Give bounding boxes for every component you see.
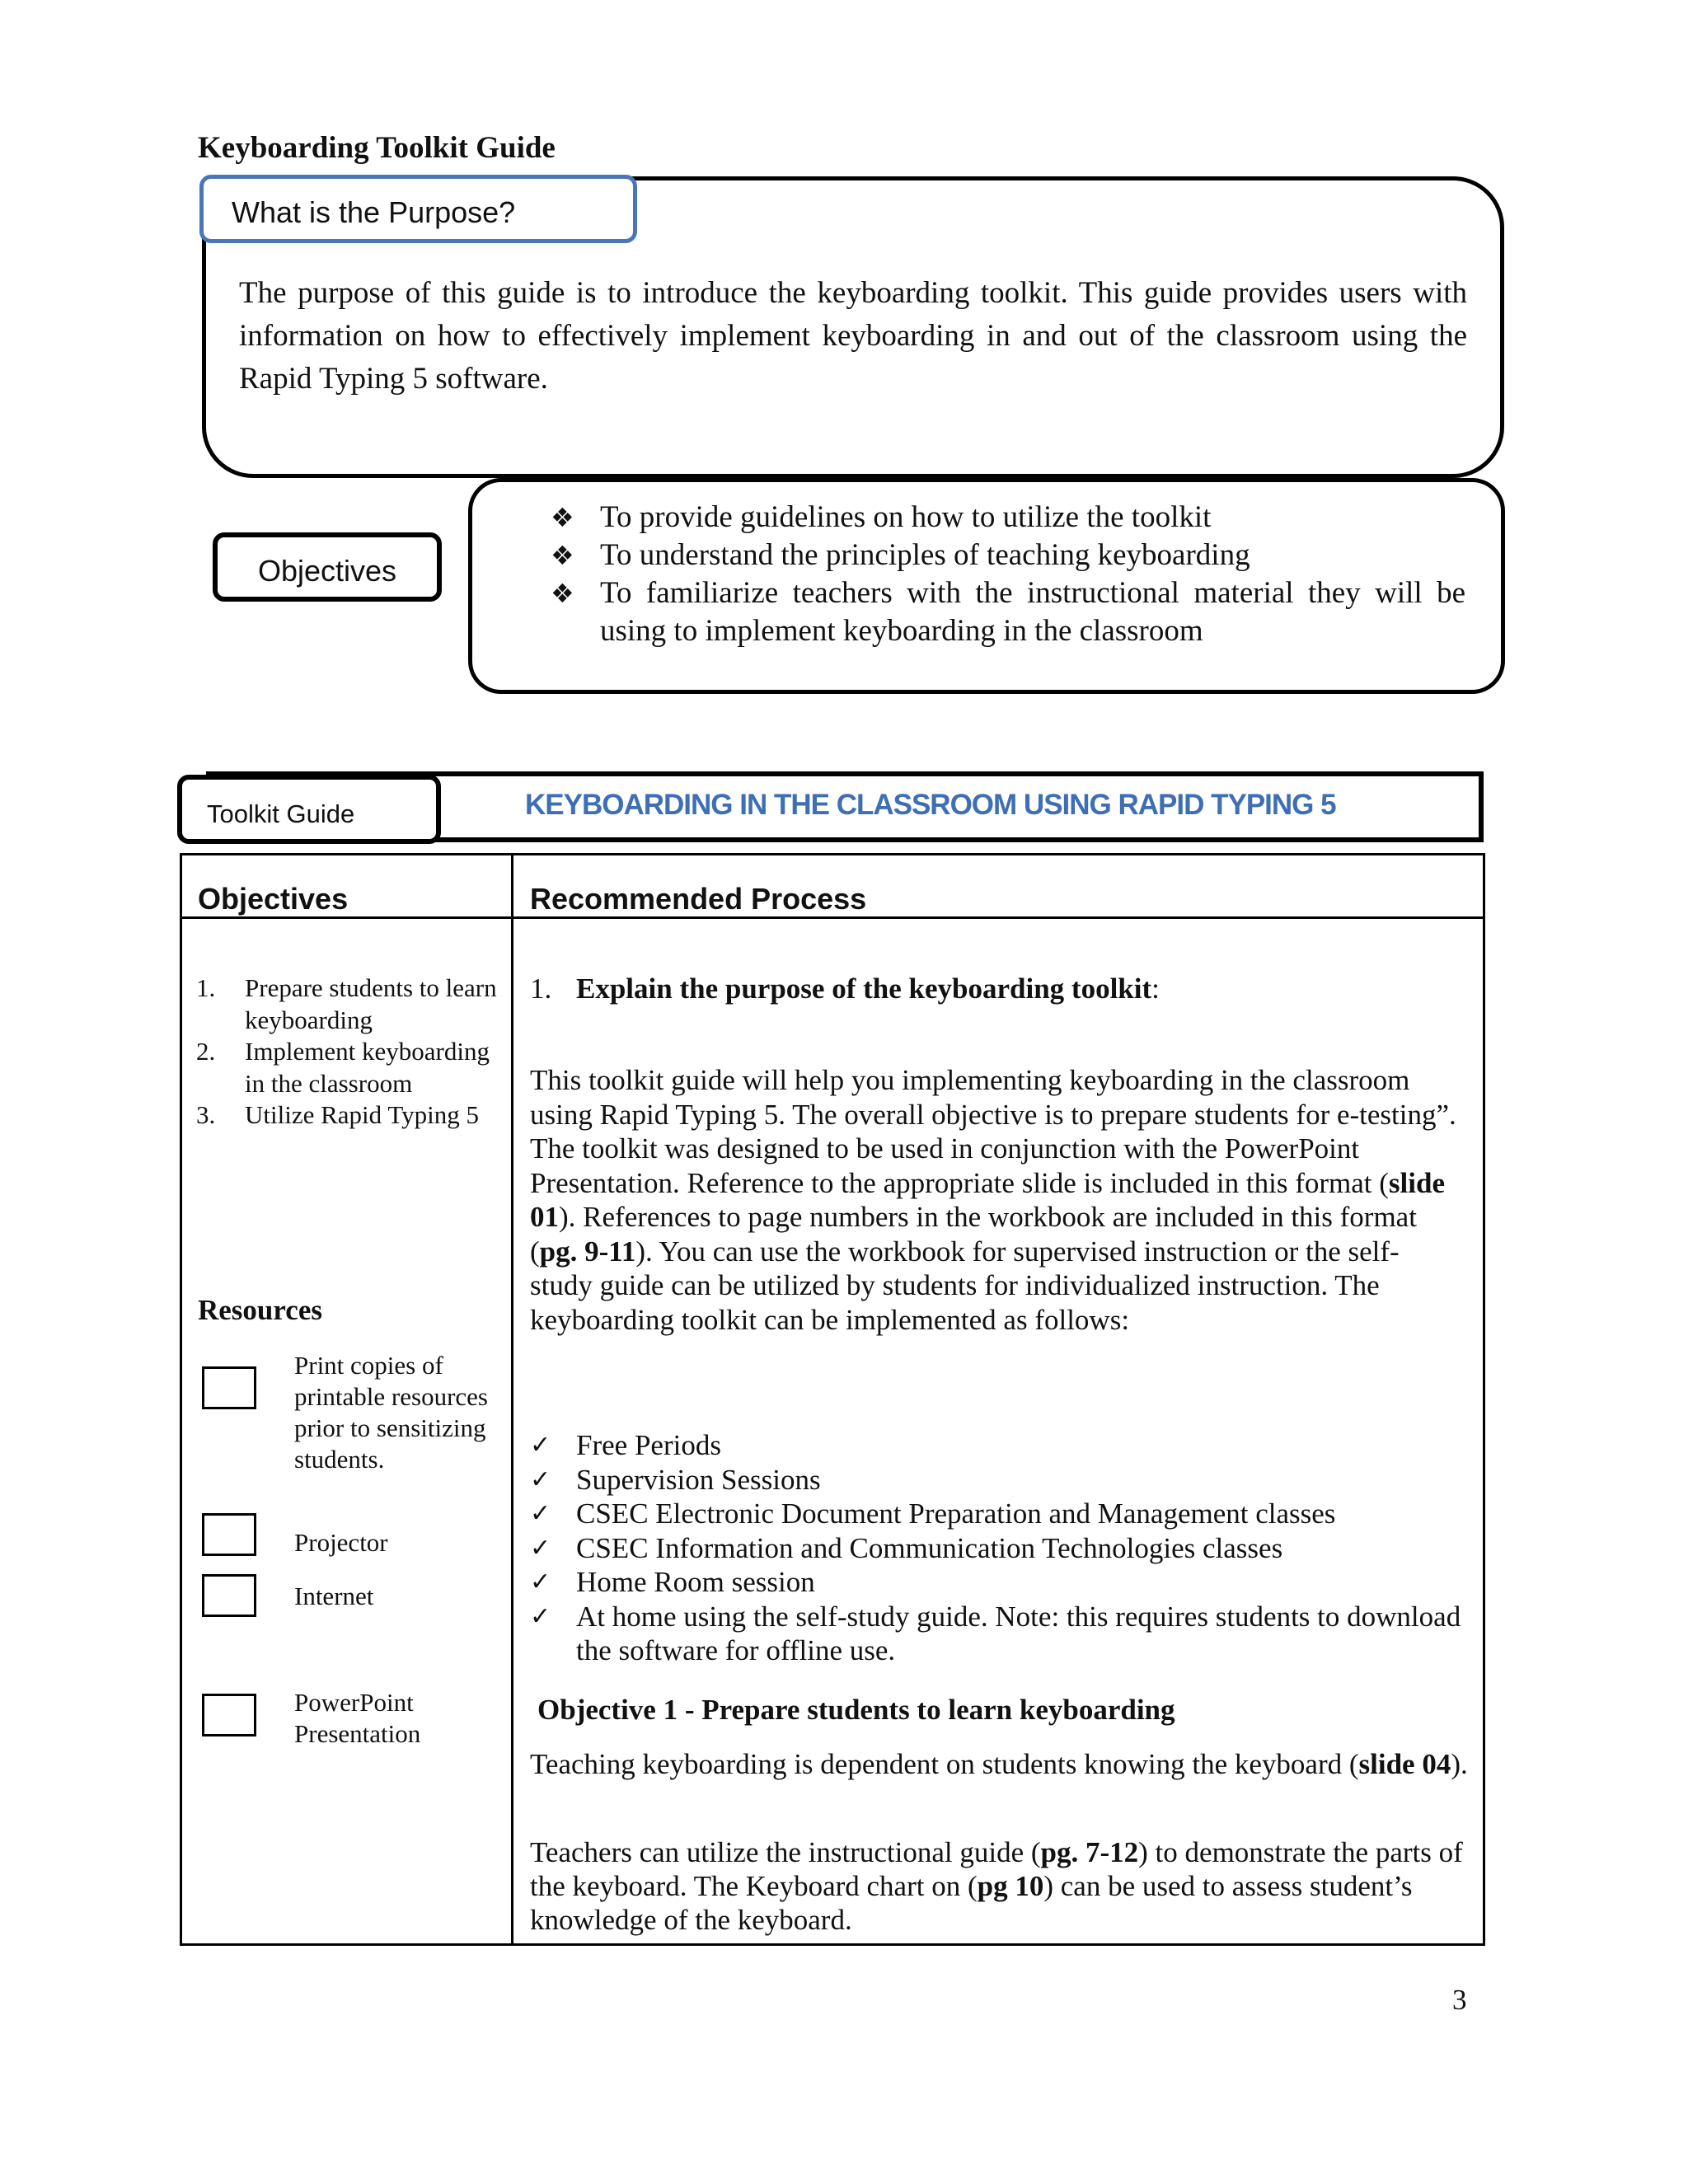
resource-label: Internet xyxy=(294,1582,374,1610)
slide-reference: slide 01 xyxy=(530,1166,1445,1233)
checkbox[interactable] xyxy=(202,1694,256,1736)
text-run: Teachers can utilize the instructional guide ( xyxy=(530,1836,1041,1868)
text-run: This toolkit guide will help you implementing keyboarding in the classroom using Rapid Typing 5. The overall objective is to prepare students for e-testing”. The toolkit was designed to be used in conjunction with the PowerPoint Presentation. Reference to the appropriate slide is included in this format ( xyxy=(530,1064,1456,1199)
text-run: ). xyxy=(1451,1748,1468,1780)
list-item-text: Free Periods xyxy=(576,1429,721,1461)
left-objectives-list xyxy=(196,972,501,1132)
column-divider xyxy=(511,853,513,1946)
checkmark-icon: ✓ xyxy=(530,1465,551,1494)
resource-label: Projector xyxy=(294,1528,388,1557)
toolkit-tab-label: Toolkit Guide xyxy=(177,775,441,844)
implementation-options-list xyxy=(530,1428,1461,1668)
list-item xyxy=(530,1565,1461,1600)
column-header-process: Recommended Process xyxy=(530,882,867,916)
list-item xyxy=(530,1463,1461,1497)
objectives-label: Objectives xyxy=(213,532,442,602)
step-colon: : xyxy=(1151,972,1160,1005)
page-number: 3 xyxy=(1452,1984,1467,2016)
list-item-number: 1. xyxy=(196,973,216,1002)
intro-paragraph xyxy=(530,1063,1461,1337)
list-item xyxy=(196,972,501,1036)
list-item-text: CSEC Electronic Document Preparation and Management classes xyxy=(576,1497,1336,1530)
step-label: Explain the purpose of the keyboarding toolkit xyxy=(576,972,1152,1005)
list-item-text: Utilize Rapid Typing 5 xyxy=(245,1100,479,1129)
text-run: ). You can use the workbook for supervised instruction or the self-study guide can be utilized by students for individualized instruction. The keyboarding toolkit can be implemented as follows: xyxy=(530,1235,1400,1336)
list-item-text: Home Room session xyxy=(576,1566,815,1598)
checkmark-icon: ✓ xyxy=(530,1601,551,1631)
purpose-text: The purpose of this guide is to introduce the keyboarding toolkit. This guide provides users with information on how to effectively implement keyboarding in and out of the classroom using the Rapid Typing 5 software. xyxy=(239,276,1467,396)
diamond-bullet-icon: ❖ xyxy=(551,578,574,609)
page-reference: pg. 7-12 xyxy=(1040,1836,1139,1868)
text-run: ) to demonstrate the parts of the keyboard. The Keyboard chart on ( xyxy=(530,1836,1463,1902)
objective-item xyxy=(551,574,1465,650)
objective-item xyxy=(551,537,1465,574)
step-one xyxy=(530,972,1160,1005)
objectives-list xyxy=(551,499,1465,650)
checkbox[interactable] xyxy=(202,1574,256,1617)
checkmark-icon: ✓ xyxy=(530,1568,551,1596)
page-reference: pg 10 xyxy=(977,1870,1044,1902)
page-title: Keyboarding Toolkit Guide xyxy=(198,131,556,165)
list-item xyxy=(196,1099,501,1132)
checkmark-icon: ✓ xyxy=(530,1499,551,1528)
list-item-text: Prepare students to learn keyboarding xyxy=(245,973,497,1034)
list-item xyxy=(196,1036,501,1099)
objective-one-heading: Objective 1 - Prepare students to learn keyboarding xyxy=(537,1694,1175,1726)
purpose-tab-label: What is the Purpose? xyxy=(199,175,637,243)
objective-item-text: To provide guidelines on how to utilize the toolkit xyxy=(600,500,1212,534)
list-item-number: 2. xyxy=(196,1037,216,1066)
list-item xyxy=(530,1428,1461,1463)
text-run: ) can be used to assess student’s knowledge of the keyboard. xyxy=(530,1870,1413,1936)
list-item-text: Implement keyboarding in the classroom xyxy=(245,1037,490,1098)
slide-reference: slide 04 xyxy=(1358,1748,1451,1780)
text-run: ). References to page numbers in the workbook are included in this format ( xyxy=(530,1201,1417,1268)
objective-one-paragraph xyxy=(530,1747,1470,1781)
diamond-bullet-icon: ❖ xyxy=(551,502,574,533)
header-divider xyxy=(180,916,1485,919)
objective-item-text: To familiarize teachers with the instructional material they will be using to implement keyboarding in the classroom xyxy=(600,576,1465,648)
list-item-text: CSEC Information and Communication Technologies classes xyxy=(576,1531,1283,1564)
list-item-text: Supervision Sessions xyxy=(576,1463,821,1496)
toolkit-heading: KEYBOARDING IN THE CLASSROOM USING RAPID TYPING 5 xyxy=(525,789,1336,821)
list-item-text: At home using the self-study guide. Note: this requires students to download the software for offline use. xyxy=(576,1600,1461,1666)
resource-label: Print copies of printable resources prior to sensitizing students. xyxy=(294,1351,488,1474)
list-item xyxy=(530,1497,1461,1531)
column-header-objectives: Objectives xyxy=(198,882,349,916)
objective-item xyxy=(551,499,1465,537)
checkmark-icon: ✓ xyxy=(530,1431,551,1460)
step-number: 1. xyxy=(530,972,552,1005)
list-item-number: 3. xyxy=(196,1100,216,1129)
objective-one-paragraph xyxy=(530,1835,1470,1937)
text-run: Teaching keyboarding is dependent on students knowing the keyboard ( xyxy=(530,1748,1359,1780)
diamond-bullet-icon: ❖ xyxy=(551,540,574,571)
objective-item-text: To understand the principles of teaching keyboarding xyxy=(600,538,1250,572)
page-reference: pg. 9-11 xyxy=(539,1235,636,1268)
list-item xyxy=(530,1531,1461,1566)
checkbox[interactable] xyxy=(202,1513,256,1556)
list-item xyxy=(530,1600,1461,1668)
resource-label: PowerPoint Presentation xyxy=(294,1688,421,1748)
checkbox[interactable] xyxy=(202,1366,256,1409)
resources-heading: Resources xyxy=(198,1294,322,1326)
checkmark-icon: ✓ xyxy=(530,1533,551,1563)
